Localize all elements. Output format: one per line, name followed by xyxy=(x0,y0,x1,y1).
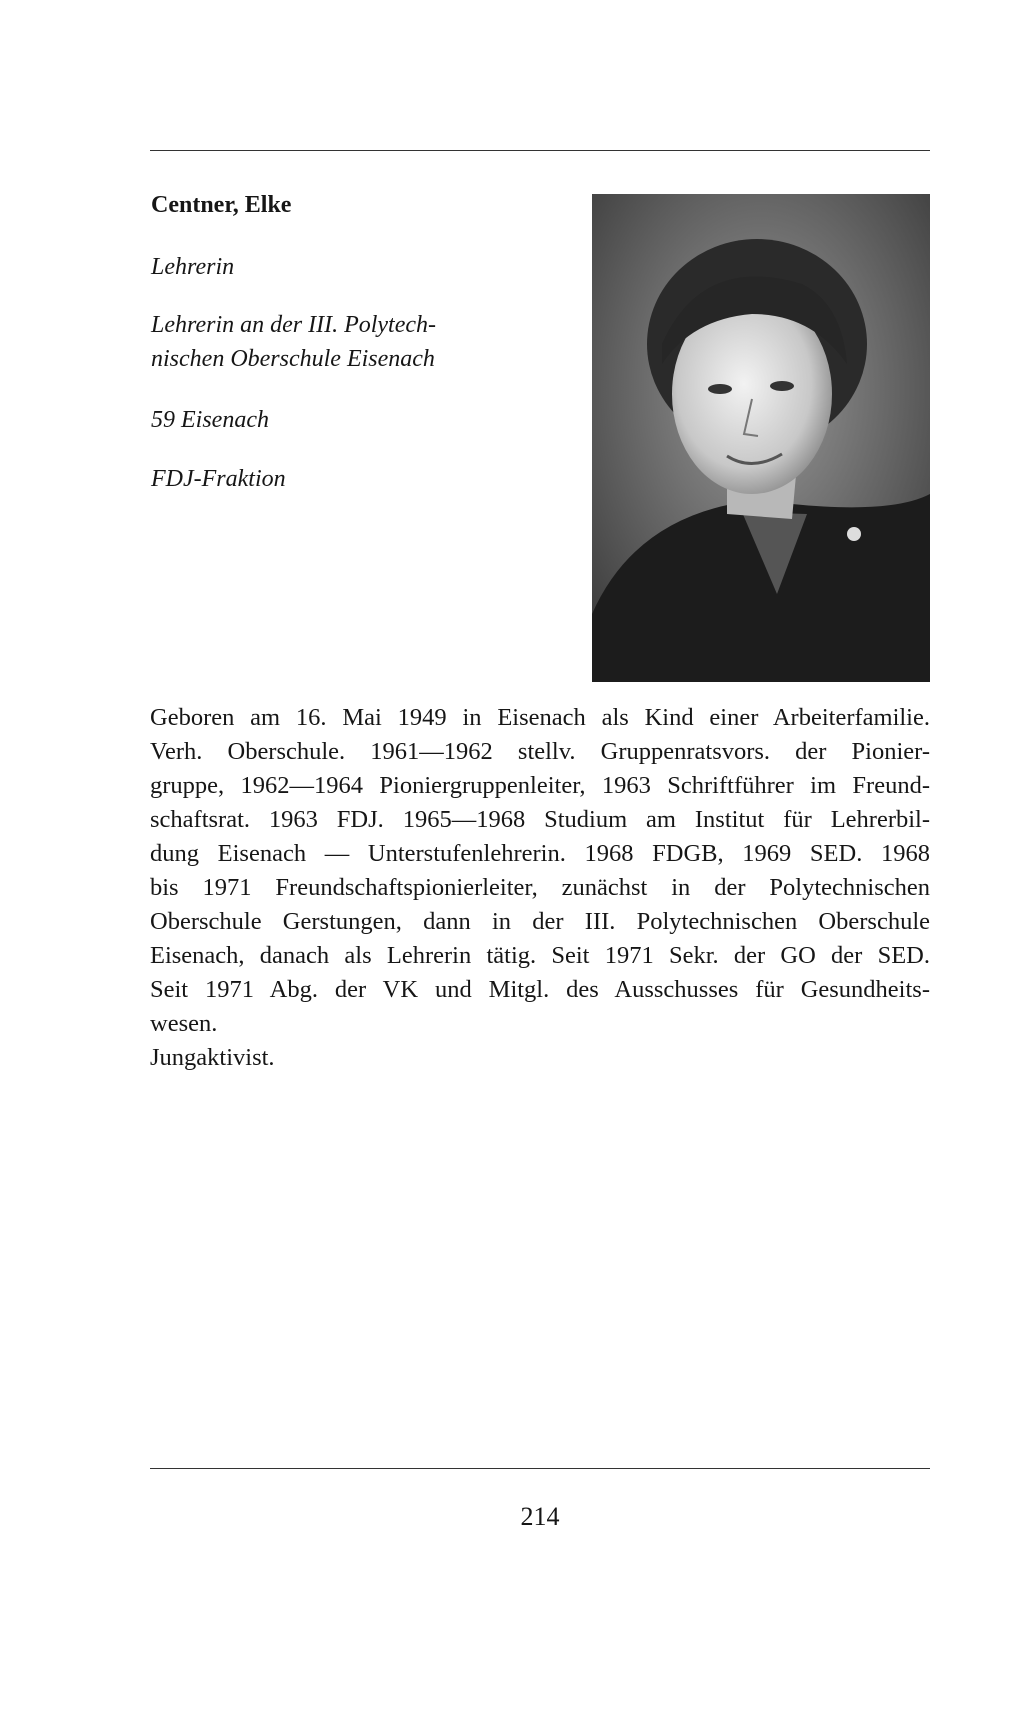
entry-workplace xyxy=(151,308,481,376)
bio-line: gruppe, 1962—1964 Pioniergruppenleiter, 1963 Schriftführer im Freund- xyxy=(150,772,930,799)
page-number: 214 xyxy=(520,1502,560,1531)
bio-line: Geboren am 16. Mai 1949 in Eisenach als Kind einer Arbeiterfamilie. xyxy=(150,704,930,731)
entry-name: Centner, Elke xyxy=(151,192,292,218)
entry-faction: FDJ-Fraktion xyxy=(151,466,286,492)
bio-line: Jungaktivist. xyxy=(150,1044,275,1071)
bio-line: Eisenach, danach als Lehrerin tätig. Seit 1971 Sekr. der GO der SED. xyxy=(150,942,930,969)
portrait-photo xyxy=(592,194,930,682)
bio-line: schaftsrat. 1963 FDJ. 1965—1968 Studium am Institut für Lehrerbil- xyxy=(150,806,930,833)
bio-line: bis 1971 Freundschaftspionierleiter, zunächst in der Polytechnischen xyxy=(150,874,930,901)
entry-profession: Lehrerin xyxy=(151,254,235,280)
bottom-rule xyxy=(150,1468,930,1469)
portrait-photo-icon xyxy=(592,194,930,682)
bio-line: Oberschule Gerstungen, dann in der III. Polytechnischen Oberschule xyxy=(150,908,930,935)
biography xyxy=(150,701,930,1075)
entry-workplace-line1: Lehrerin an der III. Polytech- xyxy=(151,312,437,338)
entry-location: 59 Eisenach xyxy=(151,407,269,433)
entry-workplace-line2: nischen Oberschule Eisenach xyxy=(151,346,435,372)
bio-line: wesen. xyxy=(150,1010,218,1037)
bio-line: dung Eisenach — Unterstufenlehrerin. 1968 FDGB, 1969 SED. 1968 xyxy=(150,840,930,867)
bio-line: Verh. Oberschule. 1961—1962 stellv. Gruppenratsvors. der Pionier- xyxy=(150,738,930,765)
top-rule xyxy=(150,150,930,151)
bio-line: Seit 1971 Abg. der VK und Mitgl. des Ausschusses für Gesundheits- xyxy=(150,976,930,1003)
